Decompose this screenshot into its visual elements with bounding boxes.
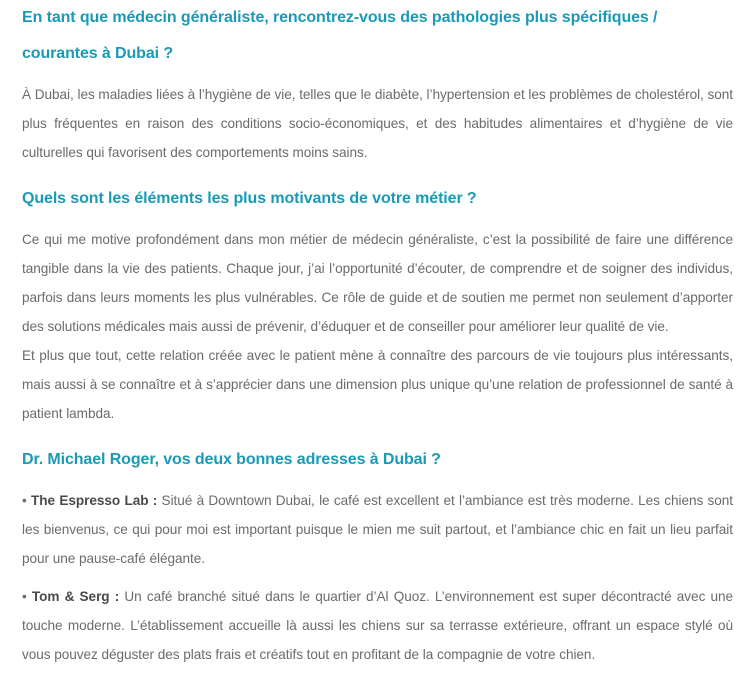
list-item-espresso-lab <box>22 486 733 573</box>
list-item-tom-serg <box>22 582 733 669</box>
place-name-tom-serg: Tom & Serg : <box>31 589 120 604</box>
section-heading-addresses: Dr. Michael Roger, vos deux bonnes adresses à Dubai ? <box>22 451 441 468</box>
bullet: • <box>22 589 32 604</box>
place-name-espresso-lab: The Espresso Lab : <box>31 493 158 508</box>
bullet: • <box>22 493 32 508</box>
place-description-tom-serg: Un café branché situé dans le quartier d’Al Quoz. L’environnement est super décontracté avec une touche moderne. L’établissement accueille là aussi les chiens sur sa terrasse extérieure, offrant un espace stylé où vous pouvez déguster des plats frais et créatifs tout en profitant de la compagnie de votre chien. <box>22 589 734 662</box>
section-heading-pathologies <box>22 0 733 72</box>
heading-line-1: En tant que médecin généraliste, rencontrez-vous des pathologies plus spécifiques / <box>22 9 658 26</box>
paragraph-motivation-2: Et plus que tout, cette relation créée avec le patient mène à connaître des parcours de vie toujours plus intéressants, mais aussi à se connaître et à s’apprécier dans une dimension plus unique qu’une relation de professionnel de santé à patient lambda. <box>22 348 733 421</box>
paragraph-motivation-1: Ce qui me motive profondément dans mon métier de médecin généraliste, c’est la possibilité de faire une différence tangible dans la vie des patients. Chaque jour, j’ai l’opportunité d’écouter, de comprendre et de soigner des individus, parfois dans leurs moments les plus vulnérables. Ce rôle de guide et de soutien me permet non seulement d’apporter des solutions médicales mais aussi de prévenir, d’éduquer et de conseiller pour améliorer leur qualité de vie. <box>22 232 733 334</box>
section-heading-motivation: Quels sont les éléments les plus motivants de votre métier ? <box>22 190 477 207</box>
heading-line-2: courantes à Dubai ? <box>22 45 174 62</box>
paragraph-pathologies: À Dubai, les maladies liées à l’hygiène de vie, telles que le diabète, l’hypertension et les problèmes de cholestérol, sont plus fréquentes en raison des conditions socio-économiques, et des habitudes alimentaires et d’hygiène de vie culturelles qui favorisent des comportements moins sains. <box>22 87 733 160</box>
place-description-espresso-lab: Situé à Downtown Dubai, le café est excellent et l’ambiance est très moderne. Les chiens sont les bienvenus, ce qui pour moi est important puisque le mien me suit partout, et l’ambiance chic en fait un lieu parfait pour une pause-café élégante. <box>22 493 734 566</box>
